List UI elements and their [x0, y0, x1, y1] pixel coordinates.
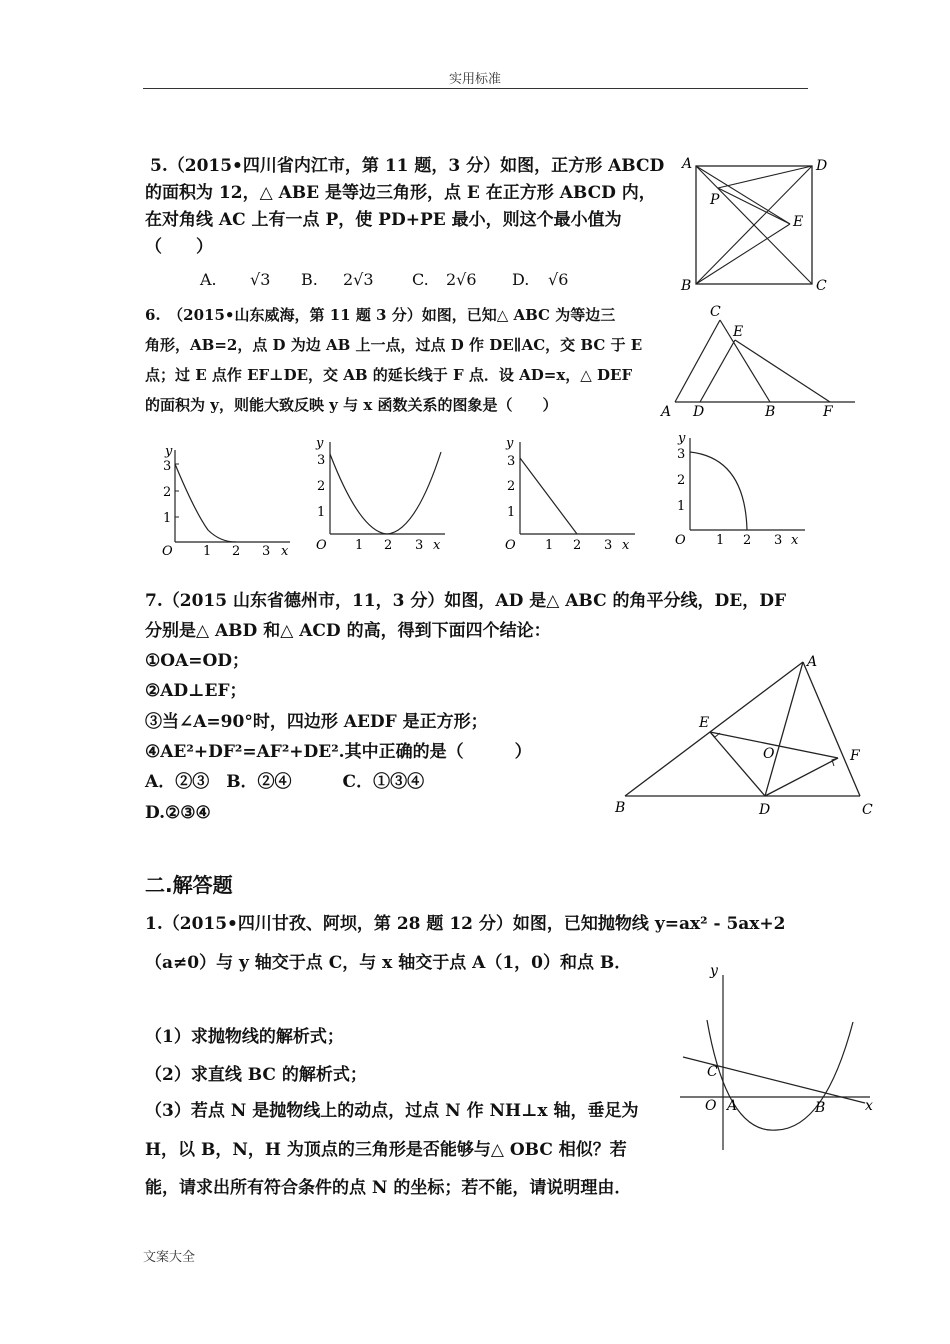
- q7-label-b: B: [615, 800, 626, 816]
- q6-gb-2: 2: [317, 479, 326, 494]
- q6-gd-3: 3: [677, 447, 686, 462]
- p1-label-c: C: [707, 1064, 718, 1080]
- p1-label-y: y: [710, 963, 718, 979]
- q6-ga-2: 2: [163, 485, 172, 500]
- q5-option-c-value: 2√6: [446, 270, 477, 289]
- q6-ga-3: 3: [163, 459, 172, 474]
- q6-gb-x1: 1: [355, 538, 364, 553]
- q5-line-4: （ ）: [145, 237, 213, 257]
- q6-gb-o: O: [316, 538, 327, 553]
- page-header: 实用标准: [448, 72, 501, 87]
- q6-ga-o: O: [162, 544, 173, 559]
- q5-option-a-value: √3: [250, 270, 271, 289]
- p1-label-x: x: [865, 1098, 873, 1114]
- q6-graph-d: [665, 428, 815, 553]
- q5-label-a: A: [682, 156, 693, 172]
- q6-gd-y: y: [678, 431, 686, 446]
- q6-line-3: 点；过 E 点作 EF⊥DE，交 AB 的延长线于 F 点．设 AD=x，△ DEF: [145, 366, 633, 384]
- q6-gd-o: O: [675, 533, 686, 548]
- q7-line-4: ②AD⊥EF；: [145, 681, 247, 701]
- q7-line-5: ③当∠A=90°时，四边形 AEDF 是正方形；: [145, 712, 488, 732]
- q6-gb-y: y: [316, 436, 324, 451]
- q6-gc-3: 3: [507, 454, 516, 469]
- q6-gd-1: 1: [677, 499, 686, 514]
- q6-line-2: 角形，AB=2，点 D 为边 AB 上一点，过点 D 作 DE∥AC，交 BC 于 E: [145, 336, 643, 354]
- q5-line-3: 在对角线 AC 上有一点 P，使 PD+PE 最小，则这个最小值为: [145, 210, 622, 230]
- q6-label-f: F: [823, 404, 833, 420]
- q6-gc-x1: 1: [545, 538, 554, 553]
- q7-label-a: A: [807, 654, 818, 670]
- q6-ga-x2: 2: [232, 544, 241, 559]
- p1-line-1: 1.（2015•四川甘孜、阿坝，第 28 题 12 分）如图，已知抛物线 y=ax² - 5ax+2: [145, 914, 786, 934]
- q6-gc-o: O: [505, 538, 516, 553]
- q5-line-1: 5.（2015•四川省内江市，第 11 题，3 分）如图，正方形 ABCD: [150, 156, 665, 176]
- p1-line-7: 能，请求出所有符合条件的点 N 的坐标；若不能，请说明理由．: [145, 1178, 632, 1198]
- q5-figure: [670, 150, 840, 300]
- q7-line-1: 7.（2015 山东省德州市，11，3 分）如图，AD 是△ ABC 的角平分线，DE，DF: [145, 591, 787, 611]
- q6-gb-x2: 2: [384, 538, 393, 553]
- p1-line-4: （2）求直线 BC 的解析式；: [145, 1065, 367, 1085]
- q7-line-3: ①OA=OD；: [145, 651, 250, 671]
- q6-gb-3: 3: [317, 453, 326, 468]
- q6-graph-a: [150, 440, 300, 565]
- q6-gd-x3: 3: [774, 533, 783, 548]
- q7-line-8: D.②③④: [145, 803, 211, 823]
- q6-gd-x1: 1: [716, 533, 725, 548]
- q6-ga-x1: 1: [203, 544, 212, 559]
- p1-line-3: （1）求抛物线的解析式；: [145, 1027, 344, 1047]
- q7-label-f: F: [850, 748, 860, 764]
- q7-figure: [605, 650, 880, 820]
- q6-label-c: C: [710, 304, 721, 320]
- q7-line-7: A．②③ B．②④ C．①③④: [145, 772, 425, 792]
- q6-gc-x2: 2: [573, 538, 582, 553]
- q5-label-c: C: [816, 278, 827, 294]
- q6-gb-x: x: [433, 538, 441, 553]
- q5-label-p: P: [710, 192, 720, 208]
- q7-line-2: 分别是△ ABD 和△ ACD 的高，得到下面四个结论：: [145, 621, 551, 641]
- q6-ga-x: x: [281, 544, 289, 559]
- q6-label-b: B: [765, 404, 776, 420]
- p1-label-b: B: [815, 1100, 826, 1116]
- q6-gc-y: y: [506, 436, 514, 451]
- q5-option-d-label: D.: [512, 270, 530, 289]
- q6-gb-1: 1: [317, 505, 326, 520]
- page-footer: 文案大全: [143, 1250, 196, 1265]
- q6-gd-x2: 2: [743, 533, 752, 548]
- section-title: 二.解答题: [145, 873, 233, 897]
- q6-gc-1: 1: [507, 505, 516, 520]
- p1-label-a: A: [727, 1098, 738, 1114]
- q5-option-b-value: 2√3: [343, 270, 374, 289]
- q6-ga-x3: 3: [262, 544, 271, 559]
- q7-line-6: ④AE²+DF²=AF²+DE².其中正确的是（ ）: [145, 742, 532, 762]
- q5-label-b: B: [681, 278, 692, 294]
- p1-line-5: （3）若点 N 是抛物线上的动点，过点 N 作 NH⊥x 轴，垂足为: [145, 1101, 639, 1121]
- q5-label-e: E: [793, 214, 804, 230]
- q7-label-d: D: [759, 802, 771, 818]
- q5-label-d: D: [816, 158, 828, 174]
- q6-gd-2: 2: [677, 473, 686, 488]
- q6-label-e: E: [733, 324, 744, 340]
- q5-option-b-label: B.: [301, 270, 318, 289]
- p1-figure: [675, 960, 875, 1160]
- q6-gc-2: 2: [507, 479, 516, 494]
- q5-option-d-value: √6: [548, 270, 569, 289]
- q6-graph-c: [495, 432, 645, 557]
- p1-label-o: O: [705, 1098, 717, 1114]
- q6-gc-x3: 3: [604, 538, 613, 553]
- p1-line-2: （a≠0）与 y 轴交于点 C，与 x 轴交于点 A（1，0）和点 B．: [145, 953, 632, 973]
- q5-line-2: 的面积为 12，△ ABE 是等边三角形，点 E 在正方形 ABCD 内，: [145, 183, 656, 203]
- q7-label-o: O: [763, 746, 775, 762]
- q6-figure: [655, 300, 860, 425]
- q6-graph-b: [305, 432, 455, 557]
- header-rule: [143, 88, 808, 89]
- q6-label-a: A: [661, 404, 672, 420]
- q6-gc-x: x: [622, 538, 630, 553]
- q5-option-a-label: A.: [200, 270, 217, 289]
- p1-line-6: H，以 B，N，H 为顶点的三角形是否能够与△ OBC 相似？若: [145, 1140, 627, 1160]
- q7-label-e: E: [699, 715, 710, 731]
- q7-label-c: C: [862, 802, 873, 818]
- q6-line-4: 的面积为 y，则能大致反映 y 与 x 函数关系的图象是（ ）: [145, 396, 558, 414]
- q6-ga-y: y: [165, 444, 173, 459]
- q6-label-d: D: [693, 404, 705, 420]
- q5-option-c-label: C.: [412, 270, 429, 289]
- q6-gb-x3: 3: [415, 538, 424, 553]
- q6-line-1: 6. （2015•山东威海，第 11 题 3 分）如图，已知△ ABC 为等边三: [145, 306, 616, 324]
- q6-ga-1: 1: [163, 511, 172, 526]
- q6-gd-x: x: [791, 533, 799, 548]
